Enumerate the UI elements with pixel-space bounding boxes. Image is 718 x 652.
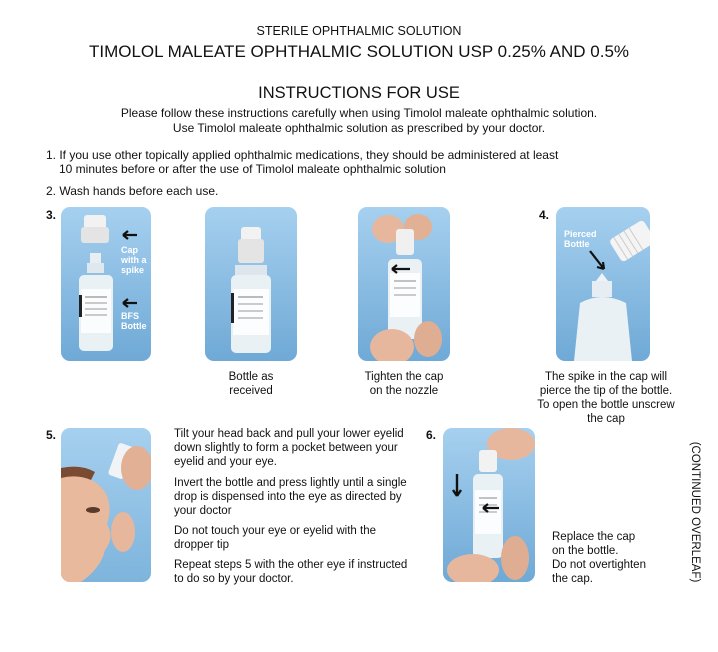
caption-bottle-as-received: [205, 370, 297, 398]
bottle-as-received-photo: [205, 207, 297, 361]
step-5-text-4: Repeat steps 5 with the other eye if instructed to do so by your doctor.: [174, 559, 408, 585]
step-6-number: 6.: [426, 428, 437, 442]
step-1: [46, 148, 606, 176]
label-bfs-bottle: BFS Bottle: [121, 311, 147, 331]
caption-step-4-line-3: To open the bottle unscrew: [537, 399, 675, 411]
step-5-text-3: Do not touch your eye or eyelid with the dropper tip: [174, 525, 377, 551]
step-1-line-1: 1. If you use other topically applied ophthalmic medications, they should be administered at least: [46, 148, 559, 162]
caption-tighten-cap: [345, 370, 463, 398]
step-3-photo: [61, 207, 151, 361]
step-5-text-1: Tilt your head back and pull your lower eyelid down slightly to form a pocket between your eyelid and your eye.: [174, 428, 404, 468]
caption-step-6-line-4: the cap.: [552, 573, 593, 585]
instructions-heading: INSTRUCTIONS FOR USE: [258, 84, 460, 102]
caption-step-4-line-2: pierce the tip of the bottle.: [539, 385, 673, 397]
caption-tighten-line-1: Tighten the cap: [364, 371, 444, 383]
step-5-photo: [61, 428, 151, 582]
caption-step-4: [524, 370, 688, 426]
page-title: TIMOLOL MALEATE OPHTHALMIC SOLUTION USP 0.25% AND 0.5%: [88, 42, 630, 61]
caption-step-4-line-4: the cap: [587, 413, 625, 425]
step-4-photo: [556, 207, 650, 361]
intro-line-1: Please follow these instructions carefully when using Timolol maleate ophthalmic solution.: [120, 106, 598, 120]
step-3-number: 3.: [46, 208, 57, 222]
caption-tighten-line-2: on the nozzle: [369, 385, 439, 397]
step-6-photo: [443, 428, 535, 582]
caption-step-6: [552, 530, 672, 586]
step-5-text-2: Invert the bottle and press lightly until a single drop is dispensed into the eye as directed by your doctor: [174, 477, 407, 517]
caption-received-line-1: Bottle as: [228, 371, 274, 383]
caption-step-6-line-1: Replace the cap: [552, 531, 636, 543]
label-pierced-bottle: Pierced Bottle: [564, 229, 597, 249]
intro-text: [0, 106, 718, 136]
caption-step-4-line-1: The spike in the cap will: [544, 371, 668, 383]
subtitle: STERILE OPHTHALMIC SOLUTION: [256, 24, 462, 38]
step-4-number: 4.: [539, 208, 550, 222]
step-2: 2. Wash hands before each use.: [46, 184, 219, 198]
caption-step-6-line-3: Do not overtighten: [552, 559, 646, 571]
label-cap-with-spike: Cap with a spike: [121, 245, 147, 275]
step-5-number: 5.: [46, 428, 57, 442]
intro-line-2: Use Timolol maleate ophthalmic solution as prescribed by your doctor.: [172, 121, 546, 135]
caption-received-line-2: received: [229, 385, 273, 397]
step-1-line-2: 10 minutes before or after the use of Timolol maleate ophthalmic solution: [59, 162, 446, 176]
caption-step-6-line-2: on the bottle.: [552, 545, 619, 557]
tighten-cap-photo: [358, 207, 450, 361]
continued-overleaf: (CONTINUED OVERLEAF): [689, 441, 701, 583]
